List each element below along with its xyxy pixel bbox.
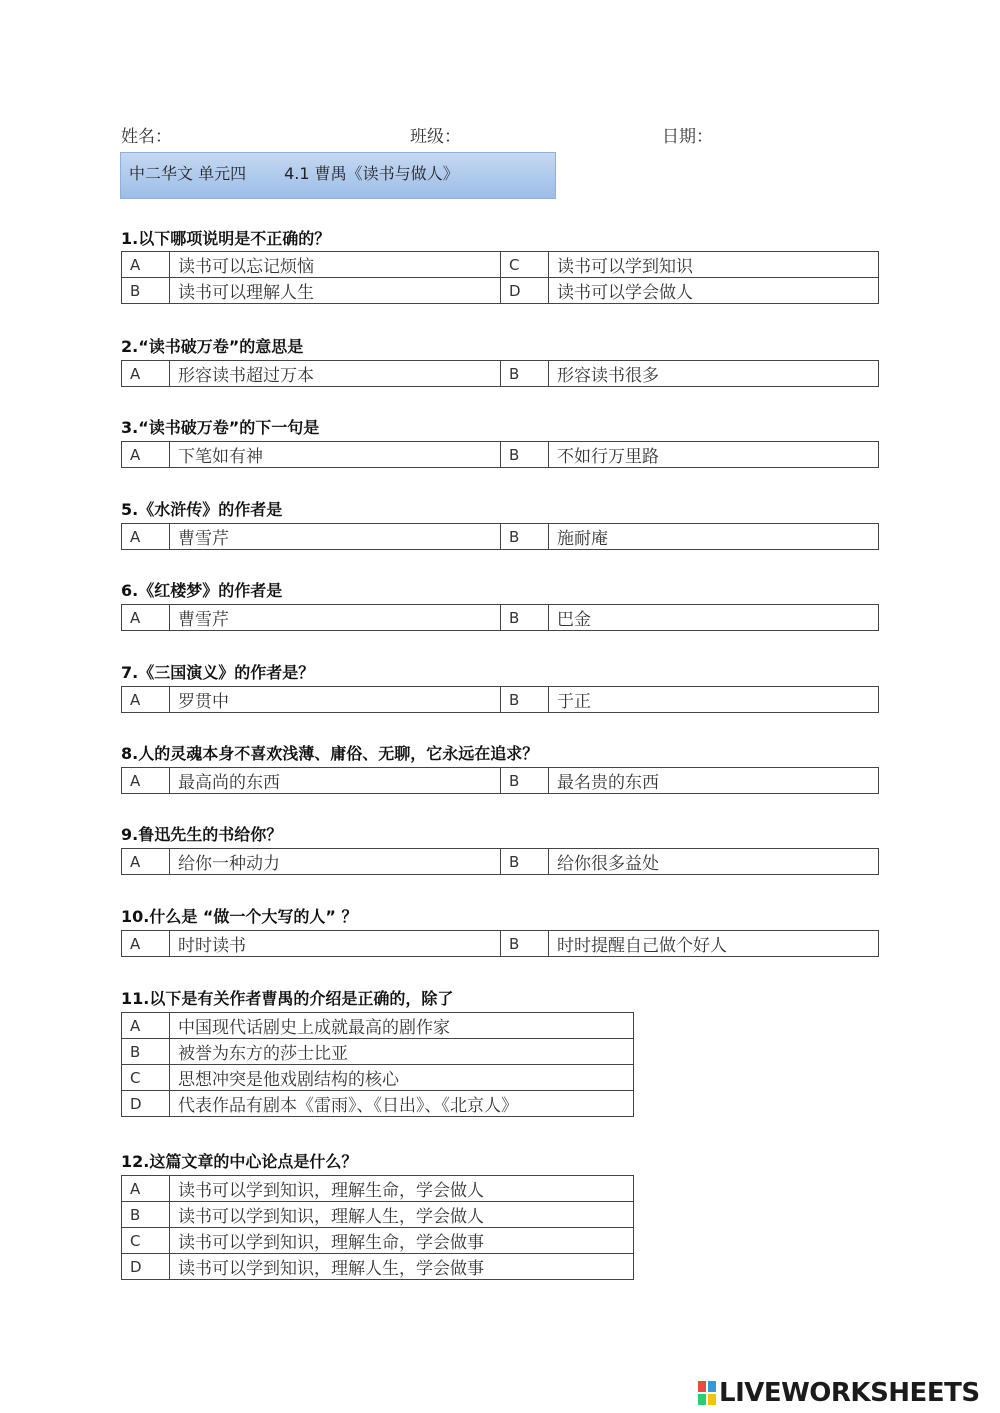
table-row xyxy=(122,442,879,468)
logo-square-icon xyxy=(708,1381,716,1392)
option-key: A xyxy=(122,1013,170,1039)
options-table-8 xyxy=(121,767,879,794)
option-text[interactable]: 读书可以学到知识，理解人生，学会做人 xyxy=(170,1202,634,1228)
option-key: B xyxy=(501,605,549,631)
date-label: 日期： xyxy=(662,127,713,147)
option-text[interactable]: 读书可以学到知识，理解生命，学会做人 xyxy=(170,1176,634,1202)
option-text[interactable]: 曹雪芹 xyxy=(170,605,501,631)
options-table-5 xyxy=(121,523,879,550)
option-key: B xyxy=(501,849,549,875)
option-text[interactable]: 罗贯中 xyxy=(170,687,501,713)
table-row xyxy=(122,524,879,550)
option-text[interactable]: 施耐庵 xyxy=(549,524,879,550)
table-row xyxy=(122,931,879,957)
table-row xyxy=(122,278,879,304)
table-row xyxy=(122,252,879,278)
question-12: 12.这篇文章的中心论点是什么？ xyxy=(121,1152,358,1171)
logo-mark-icon xyxy=(698,1381,716,1405)
option-text[interactable]: 巴金 xyxy=(549,605,879,631)
option-key: A xyxy=(122,687,170,713)
option-text[interactable]: 读书可以理解人生 xyxy=(170,278,501,304)
question-9: 9.鲁迅先生的书给你？ xyxy=(121,825,283,844)
option-key: B xyxy=(501,524,549,550)
table-row xyxy=(122,768,879,794)
option-text[interactable]: 下笔如有神 xyxy=(170,442,501,468)
option-key: A xyxy=(122,931,170,957)
option-key: B xyxy=(501,931,549,957)
option-text[interactable]: 代表作品有剧本《雷雨》、《日出》、《北京人》 xyxy=(170,1091,634,1117)
option-text[interactable]: 给你很多益处 xyxy=(549,849,879,875)
option-key: D xyxy=(501,278,549,304)
option-key: D xyxy=(122,1254,170,1280)
options-table-9 xyxy=(121,848,879,875)
table-row xyxy=(122,1091,634,1117)
option-key: B xyxy=(501,442,549,468)
table-row xyxy=(122,605,879,631)
option-text[interactable]: 被誉为东方的莎士比亚 xyxy=(170,1039,634,1065)
option-key: B xyxy=(122,1202,170,1228)
option-text[interactable]: 读书可以学到知识，理解人生，学会做事 xyxy=(170,1254,634,1280)
table-row xyxy=(122,687,879,713)
option-text[interactable]: 形容读书超过万本 xyxy=(170,361,501,387)
options-table-10 xyxy=(121,930,879,957)
course-title: 中二华文 单元四 xyxy=(129,164,247,183)
question-6: 6.《红楼梦》的作者是 xyxy=(121,581,283,600)
options-table-6 xyxy=(121,604,879,631)
option-key: B xyxy=(122,278,170,304)
logo-text: LIVEWORKSHEETS xyxy=(719,1378,980,1408)
option-text[interactable]: 读书可以学到知识 xyxy=(549,252,879,278)
name-label: 姓名： xyxy=(121,127,172,147)
option-key: A xyxy=(122,361,170,387)
option-key: A xyxy=(122,849,170,875)
option-key: B xyxy=(122,1039,170,1065)
table-row xyxy=(122,1065,634,1091)
option-text[interactable]: 读书可以学到知识，理解生命，学会做事 xyxy=(170,1228,634,1254)
option-text[interactable]: 不如行万里路 xyxy=(549,442,879,468)
option-text[interactable]: 中国现代话剧史上成就最高的剧作家 xyxy=(170,1013,634,1039)
table-row xyxy=(122,1176,634,1202)
option-key: A xyxy=(122,524,170,550)
option-text[interactable]: 读书可以学会做人 xyxy=(549,278,879,304)
question-3: 3.“读书破万卷”的下一句是 xyxy=(121,418,320,437)
question-7: 7.《三国演义》的作者是？ xyxy=(121,663,315,682)
option-key: A xyxy=(122,442,170,468)
logo-square-icon xyxy=(698,1381,706,1392)
option-key: D xyxy=(122,1091,170,1117)
class-label: 班级： xyxy=(410,127,461,147)
option-text[interactable]: 最名贵的东西 xyxy=(549,768,879,794)
option-text[interactable]: 思想冲突是他戏剧结构的核心 xyxy=(170,1065,634,1091)
question-1: 1.以下哪项说明是不正确的？ xyxy=(121,229,331,248)
options-table-7 xyxy=(121,686,879,713)
options-table-1 xyxy=(121,251,879,304)
logo-square-icon xyxy=(698,1394,706,1405)
option-text[interactable]: 给你一种动力 xyxy=(170,849,501,875)
lesson-title: 4.1 曹禺《读书与做人》 xyxy=(284,164,459,183)
table-row xyxy=(122,849,879,875)
question-11: 11.以下是有关作者曹禺的介绍是正确的，除了 xyxy=(121,989,454,1008)
table-row xyxy=(122,1254,634,1280)
table-row xyxy=(122,1228,634,1254)
question-2: 2.“读书破万卷”的意思是 xyxy=(121,337,304,356)
option-key: B xyxy=(501,361,549,387)
options-table-3 xyxy=(121,441,879,468)
table-row xyxy=(122,1013,634,1039)
option-text[interactable]: 时时提醒自己做个好人 xyxy=(549,931,879,957)
liveworksheets-logo[interactable] xyxy=(698,1376,980,1410)
question-8: 8.人的灵魂本身不喜欢浅薄、庸俗、无聊，它永远在追求？ xyxy=(121,744,539,763)
option-key: A xyxy=(122,605,170,631)
question-10: 10.什么是 “做一个大写的人” ？ xyxy=(121,907,358,926)
option-key: B xyxy=(501,687,549,713)
table-row xyxy=(122,361,879,387)
option-key: A xyxy=(122,1176,170,1202)
option-key: C xyxy=(501,252,549,278)
option-text[interactable]: 于正 xyxy=(549,687,879,713)
option-key: A xyxy=(122,252,170,278)
option-text[interactable]: 时时读书 xyxy=(170,931,501,957)
option-key: B xyxy=(501,768,549,794)
option-text[interactable]: 曹雪芹 xyxy=(170,524,501,550)
option-key: C xyxy=(122,1228,170,1254)
option-key: A xyxy=(122,768,170,794)
options-table-12 xyxy=(121,1175,634,1280)
logo-square-icon xyxy=(708,1394,716,1405)
table-row xyxy=(122,1039,634,1065)
option-key: C xyxy=(122,1065,170,1091)
options-table-11 xyxy=(121,1012,634,1117)
option-text[interactable]: 最高尚的东西 xyxy=(170,768,501,794)
question-5: 5.《水浒传》的作者是 xyxy=(121,500,283,519)
lesson-title-box xyxy=(120,152,556,199)
table-row xyxy=(122,1202,634,1228)
options-table-2 xyxy=(121,360,879,387)
option-text[interactable]: 形容读书很多 xyxy=(549,361,879,387)
option-text[interactable]: 读书可以忘记烦恼 xyxy=(170,252,501,278)
